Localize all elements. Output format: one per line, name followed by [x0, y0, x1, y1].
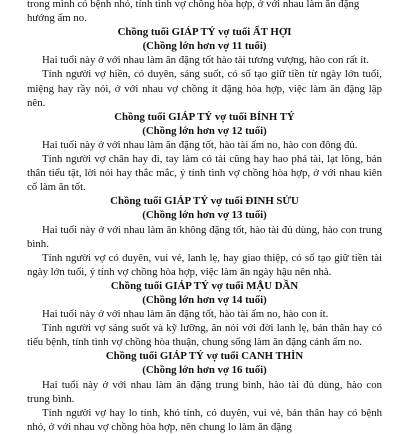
paragraph: Tính người vợ sáng suốt và kỹ lưỡng, ăn nói với đời lanh lẹ, bản thân hay có tiểu bệnh, tính tình vợ chồng hòa thuận, chung sống làm ăn đặng cảnh ấm no. [27, 322, 382, 349]
section-subtitle: (Chồng lớn hơn vợ 11 tuổi) [142, 40, 267, 53]
section-title: Chồng tuổi GIÁP TÝ vợ tuổi ĐINH SỬU [110, 195, 299, 208]
section-binh-ty [27, 110, 382, 195]
section-title: Chồng tuổi GIÁP TÝ vợ tuổi BÍNH TÝ [114, 110, 295, 123]
paragraph: Tính người vợ hay lo tính, khó tính, có duyên, vui vẻ, bản thân hay có bệnh nhỏ, ở với nhau vợ chồng hòa hợp, nên chung lo làm ăn đặng [27, 406, 382, 433]
intro-line-1: trong mình có bệnh nhỏ, tính tình vợ chồng hòa hợp, ở với nhau làm ăn đặng [27, 0, 360, 10]
intro-line-2: hướng ấm no. [27, 12, 87, 25]
section-subtitle: (Chồng lớn hơn vợ 12 tuổi) [142, 124, 267, 137]
paragraph: Hai tuổi này ở với nhau làm ăn đặng tốt, hào tài ấm no, hào con đông đủ. [42, 138, 358, 151]
section-subtitle: (Chồng lớn hơn vợ 16 tuổi) [142, 364, 267, 377]
section-at-hoi [27, 25, 382, 110]
paragraph: Tính người vợ có duyên, vui vẻ, lanh lẹ, hay giao thiệp, có số tạo giữ tiền tài ngày lớn tuổi, ý tính vợ chồng hòa hợp, việc làm ăn ngày hậu nên nhà. [27, 251, 382, 278]
section-subtitle: (Chồng lớn hơn vợ 13 tuổi) [142, 209, 267, 222]
section-title: Chồng tuổi GIÁP TÝ vợ tuổi MẬU DẦN [110, 279, 299, 292]
paragraph: Tính người vợ hiền, có duyên, sáng suốt, có số tạo giữ tiền từ ngày lớn tuổi, miệng hay rầy nói, ở với nhau vợ chồng ít đặng hòa hợp, việc làm ăn đặng lập nên. [27, 68, 382, 109]
section-subtitle: (Chồng lớn hơn vợ 14 tuổi) [142, 293, 267, 306]
section-mau-dan [27, 279, 382, 349]
paragraph: Hai tuổi này ở với nhau làm ăn đặng trung bình, hào tài đủ dùng, hào con trung bình. [27, 378, 382, 405]
paragraph: Hai tuổi này ở với nhau làm ăn không đặng tốt, hào tài đủ dùng, hào con trung bình. [27, 223, 382, 250]
section-canh-thin [27, 349, 382, 434]
section-title: Chồng tuổi GIÁP TÝ vợ tuổi CANH THÌN [105, 350, 304, 363]
paragraph: Tính người vợ chân hay đi, tay làm có tài cũng hay hao phá tài, lạt lõng, bản thân tiểu tật, lời nói hay thắc mắc, ý tính tình vợ chồng hòa hợp, ở với nhau kiên cố làm ăn tốt. [27, 153, 382, 194]
paragraph: Hai tuổi này ở với nhau làm ăn đặng tốt hào tài tương vượng, hào con rất ít. [42, 54, 369, 67]
section-dinh-suu [27, 194, 382, 279]
paragraph: Hai tuổi này ở với nhau làm ăn đặng tốt, hào tài ấm no, hào con ít. [42, 308, 329, 321]
section-title: Chồng tuổi GIÁP TÝ vợ tuổi ẤT HỢI [117, 26, 292, 39]
